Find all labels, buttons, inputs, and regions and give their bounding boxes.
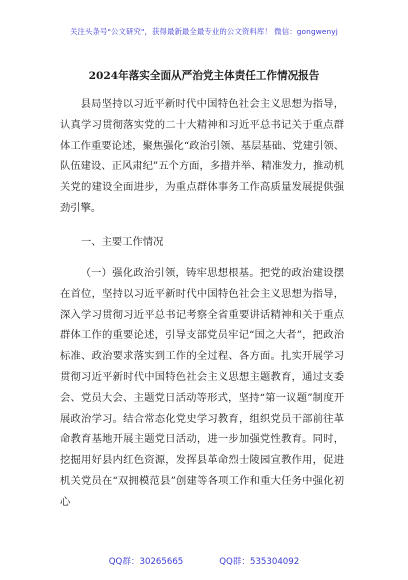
footer-qq-group-1: QQ群：30265665	[108, 557, 184, 567]
header-banner: 关注头条号"公文研究"，获得最新最全最专业的公文资料库！ 微信：gongwenyj	[70, 27, 338, 36]
footer-qq-group-2: QQ群：535304092	[219, 557, 300, 567]
document-title: 2024年落实全面从严治党主体责任工作情况报告	[88, 70, 320, 82]
intro-paragraph: 县局坚持以习近平新时代中国特色社会主义思想为指导，认真学习贯彻落实党的二十大精神和习近平总书记关于重点群体工作重要论述，聚焦强化“政治引领、基层基础、党建引领、队伍建设、正风肃纪”五个方面，多措并举、精准发力，推动机关党的建设全面进步，为重点群体事务工作高质量发展提供强劲引擎。	[60, 98, 344, 214]
section-heading: 一、主要工作情况	[81, 236, 164, 248]
footer-contacts	[0, 555, 408, 567]
section-body-paragraph: （一）强化政治引领，铸牢思想根基。把党的政治建设摆在首位，坚持以习近平新时代中国特色社会主义思想为指导，深入学习贯彻习近平总书记考察全省重要讲话精神和关于重点群体工作的重要论述，引导支部党员牢记“国之大者”，把政治标准、政治要求落实到工作的全过程、各方面。扎实开展学习贯彻习近平新时代中国特色社会主义思想主题教育，通过支委会、党员大会、主题党日活动等形式，坚持“第一议题”制度开展政治学习。结合常态化党史学习教育，组织党员干部前往革命教育基地开展主题党日活动，进一步加强党性教育。同时，挖掘用好县内红色资源，发挥县革命烈士陵园宣教作用，促进机关党员在“双拥模范县”创建等各项工作和重大任务中强化初心	[60, 267, 344, 508]
